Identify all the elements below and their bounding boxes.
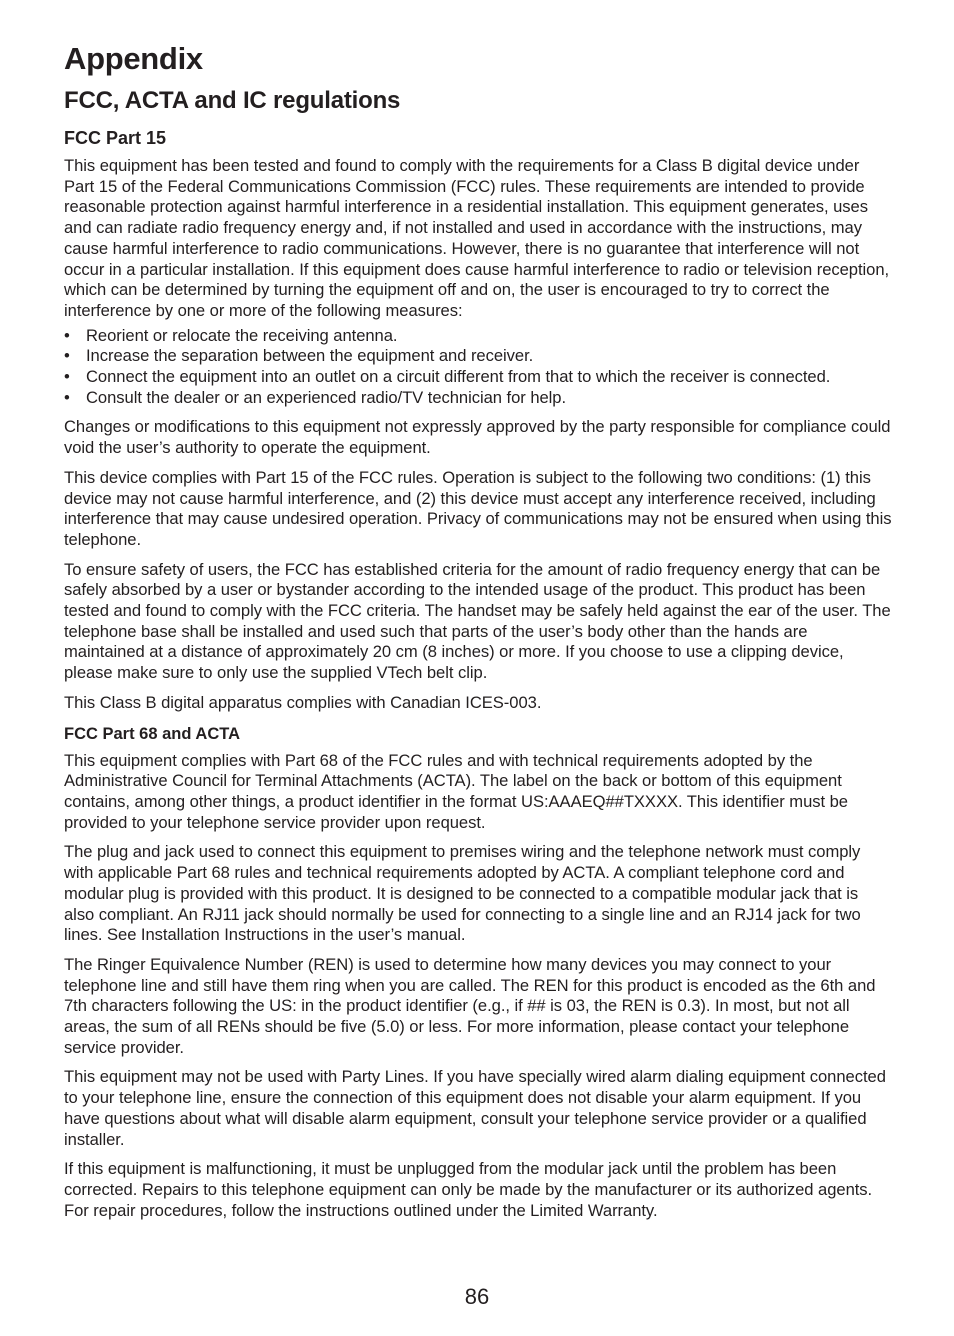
fcc-part-15-heading: FCC Part 15 xyxy=(64,128,167,148)
list-item-text: Connect the equipment into an outlet on a circuit different from that to which the receiver is connected. xyxy=(86,367,831,387)
fcc-part-68-section xyxy=(64,724,892,1222)
fcc-part-68-heading: FCC Part 68 and ACTA xyxy=(64,724,241,743)
list-item xyxy=(64,388,892,409)
document-page xyxy=(64,40,892,1221)
page-number: 86 xyxy=(464,1284,490,1309)
list-item-text: Consult the dealer or an experienced radio/TV technician for help. xyxy=(86,387,567,407)
part68-paragraph-3: The Ringer Equivalence Number (REN) is used to determine how many devices you may connect to your telephone line and still have them ring when you are called. The REN for this product is encoded as the 6th and 7th characters following the US: in the product identifier (e.g., if ## is 03, the REN is 0.3). In most, but not all areas, the sum of all RENs should be five (5.0) or less. For more information, please contact your telephone service provider. xyxy=(64,954,876,1057)
part68-paragraph-1: This equipment complies with Part 68 of the FCC rules and with technical requirements adopted by the Administrative Council for Terminal Attachments (ACTA). The label on the back or bottom of this equipment contains, among other things, a product identifier in the format US:AAAEQ##TXXXX. This identifier must be provided to your telephone service provider upon request. xyxy=(64,750,848,832)
part68-paragraph-2: The plug and jack used to connect this equipment to premises wiring and the telephone network must comply with applicable Part 68 rules and technical requirements adopted by ACTA. A compliant telephone cord and modular plug is provided with this product. It is designed to be connected to a compatible modular jack that is also compliant. An RJ11 jack should normally be used for connecting to a single line and an RJ14 jack for two lines. See Installation Instructions in the user’s manual. xyxy=(64,842,861,945)
section-title: FCC, ACTA and IC regulations xyxy=(64,87,401,114)
fcc-part-15-section xyxy=(64,127,892,714)
list-item xyxy=(64,367,892,388)
bullet-icon: • xyxy=(64,367,70,387)
part68-paragraph-5: If this equipment is malfunctioning, it must be unplugged from the modular jack until the problem has been corrected. Repairs to this telephone equipment can only be made by the manufacturer or its authorized agents. For repair procedures, follow the instructions outlined under the Limited Warranty. xyxy=(64,1159,873,1220)
list-item-text: Reorient or relocate the receiving antenna. xyxy=(86,325,398,345)
bullet-icon: • xyxy=(64,387,70,407)
list-item xyxy=(64,346,892,367)
list-item xyxy=(64,326,892,347)
bullet-icon: • xyxy=(64,325,70,345)
changes-paragraph: Changes or modifications to this equipment not expressly approved by the party responsible for compliance could void the user’s authority to operate the equipment. xyxy=(64,417,891,458)
safety-paragraph: To ensure safety of users, the FCC has established criteria for the amount of radio frequency energy that can be safely absorbed by a user or bystander according to the intended usage of the product. This product has been tested and found to comply with the FCC criteria. The handset may be safely held against the ear of the user. The telephone base shall be installed and used such that parts of the user’s body other than the hands are maintained at a distance of approximately 20 cm (8 inches) or more. If you choose to use a clipping device, please make sure to only use the supplied VTech belt clip. xyxy=(64,559,891,683)
list-item-text: Increase the separation between the equipment and receiver. xyxy=(86,346,534,366)
bullet-icon: • xyxy=(64,346,70,366)
device-paragraph: This device complies with Part 15 of the FCC rules. Operation is subject to the following two conditions: (1) this device may not cause harmful interference, and (2) this device must accept any interference received, including interference that may cause undesired operation. Privacy of communications may not be ensured when using this telephone. xyxy=(64,467,892,549)
appendix-title: Appendix xyxy=(64,41,203,76)
fcc-part-15-intro: This equipment has been tested and found to comply with the requirements for a Class B digital device under Part 15 of the Federal Communications Commission (FCC) rules. These requirements are intended to provide reasonable protection against harmful interference in a residential installation. This equipment generates, uses and can radiate radio frequency energy and, if not installed and used in accordance with the instructions, may cause harmful interference to radio communications. However, there is no guarantee that interference will not occur in a particular installation. If this equipment does cause harmful interference to radio or television reception, which can be determined by turning the equipment off and on, the user is encouraged to try to correct the interference by one or more of the following measures: xyxy=(64,156,890,320)
part68-paragraph-4: This equipment may not be used with Party Lines. If you have specially wired alarm dialing equipment connected to your telephone line, ensure the connection of this equipment does not disable your alarm equipment. If you have questions about what will disable alarm equipment, consult your telephone service provider or a qualified installer. xyxy=(64,1067,886,1149)
measures-list xyxy=(64,326,892,409)
canada-paragraph: This Class B digital apparatus complies with Canadian ICES-003. xyxy=(64,692,542,712)
